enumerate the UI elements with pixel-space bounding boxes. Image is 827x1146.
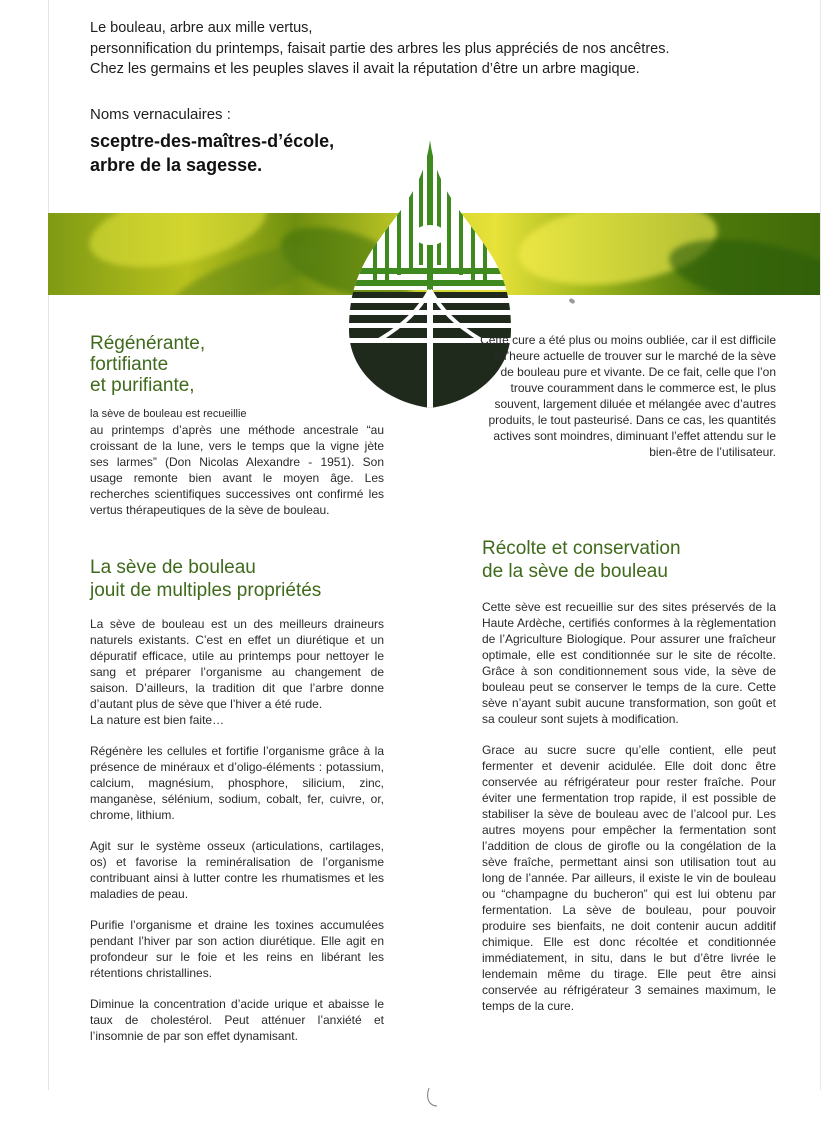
- harvest-heading-line-1: Récolte et conservation: [482, 538, 681, 559]
- harvest-paragraph-1: Cette sève est recueillie sur des sites préservés de la Haute Ardèche, certifiés conformes à la règlementation de l’Agriculture Biologique. Pour assurer une fraîcheur optimale, elle est conditionnée sur le site de récolte. Grâce à son conditionnement sous vide, la sève de bouleau peut se conserver le temps de la cure. Cette sève n’ayant subit aucune transformation, son goût et sa couleur sont sujets à modification.: [482, 600, 776, 726]
- cure-body-text: Cette cure a été plus ou moins oubliée, car il est difficile à l’heure actuelle de trouver sur le marché de la sève de bouleau pure et vivante. De ce fait, celle que l’on trouve couramment dans le commerce est, le plus souvent, largement diluée et mélangée avec d’autres produits, le tout pasteurisé. Dans ce cas, les quantités actives sont moindres, diminuant l’effet attendu sur le bien-être de l’utilisateur.: [480, 333, 776, 459]
- harvest-heading: [482, 537, 681, 583]
- properties-paragraph-2: Régénère les cellules et fortifie l’organisme grâce à la présence de minéraux et d’oligo-éléments : potassium, calcium, magnésium, phosphore, silicium, zinc, manganèse, sélénium, sodium, cobalt, fer, cuivre, or, chrome, lithium.: [90, 744, 384, 822]
- intro-line-3: Chez les germains et les peuples slaves il avait la réputation d’être un arbre magique.: [90, 61, 640, 77]
- regen-heading-line-1: Régénérante,: [90, 333, 206, 354]
- properties-column: [90, 616, 384, 1059]
- intro-line-2: personnification du printemps, faisait partie des arbres les plus appréciés de nos ancêtres.: [90, 40, 670, 57]
- regen-heading: [90, 333, 205, 396]
- vernacular-name-1: sceptre-des-maîtres-d’école,: [90, 131, 335, 151]
- vernacular-names: [90, 129, 334, 177]
- intro-text: [90, 18, 790, 80]
- properties-paragraph-5: Diminue la concentration d’acide urique et abaisse le taux de cholestérol. Peut atténuer l’anxiété et l’insomnie de par son effet dynamisant.: [90, 997, 384, 1043]
- properties-heading-line-2: jouit de multiples propriétés: [90, 580, 322, 601]
- properties-paragraph-1: [90, 616, 384, 728]
- properties-p1b-text: La nature est bien faite…: [90, 713, 225, 727]
- regen-lead: la sève de bouleau est recueillie: [90, 408, 247, 420]
- cure-paragraph: [480, 332, 776, 460]
- regen-paragraph: [90, 406, 384, 518]
- harvest-heading-line-2: de la sève de bouleau: [482, 561, 668, 582]
- regen-heading-line-3: et purifiante,: [90, 375, 195, 396]
- regen-heading-line-2: fortifiante: [90, 354, 169, 375]
- properties-paragraph-3: Agit sur le système osseux (articulations, cartilages, os) et favorise la reminéralisation de l’organisme contribuant ainsi à lutter contre les rhumatismes et les maladies de peau.: [90, 839, 384, 901]
- properties-heading: [90, 556, 321, 602]
- page-edge-right: [820, 0, 821, 1090]
- vernacular-label: Noms vernaculaires :: [90, 106, 231, 123]
- pen-mark-icon: [425, 1087, 439, 1107]
- intro-line-1: Le bouleau, arbre aux mille vertus,: [90, 20, 313, 36]
- harvest-column: [482, 599, 776, 1029]
- properties-heading-line-1: La sève de bouleau: [90, 557, 256, 578]
- properties-p1-text: La sève de bouleau est un des meilleurs draineurs naturels existants. C’est en effet un diurétique et un dépuratif efficace, utile au printemps pour nettoyer le sang et préparer l’organisme au changement de saison. D’ailleurs, la tradition dit que l’arbre donne d’autant plus de sève que l’hiver a été rude.: [90, 617, 384, 711]
- properties-paragraph-4: Purifie l’organisme et draine les toxines accumulées pendant l’hiver par son action diurétique. Elle agit en profondeur sur le foie et les reins en libérant les rétentions christallines.: [90, 918, 384, 980]
- harvest-paragraph-2: Grace au sucre sucre qu’elle contient, elle peut fermenter et devenir acidulée. Elle doit donc être conservée au réfrigérateur pour rester fraîche. Pour éviter une fermentation trop rapide, il est possible de stabiliser la sève de bouleau avec de l’alcool pur. Les autres moyens pour empêcher la fermentation sont l’addition de clous de girofle ou la congélation de la sève fraîche, permettant ainsi son utilisation tout au long de l’année. Par ailleurs, il existe le vin de bouleau ou “champagne du bucheron” qui est lui obtenu par fermentation. La sève de bouleau, pour pouvoir produire ses bienfaits, ne doit contenir aucun additif chimique. Elle est donc récoltée et conditionnée immédiatement, in situ, dans le but d’être livrée le lendemain même du tirage. Elle peut être ainsi conservée au réfrigérateur 3 semaines maximum, le temps de la cure.: [482, 743, 776, 1013]
- vernacular-name-2: arbre de la sagesse.: [90, 155, 263, 175]
- page-edge-left: [48, 0, 49, 1090]
- speck-mark: [568, 298, 575, 305]
- regen-body-text: au printemps d’après une méthode ancestrale “au croissant de la lune, vers le temps que la vigne jète ses larmes” (Don Nicolas Alexandre - 1951). Son usage remonte bien avant le moyen âge. Les recherches scientifiques successives ont confirmé les vertus thérapeutiques de la sève de bouleau.: [90, 423, 384, 517]
